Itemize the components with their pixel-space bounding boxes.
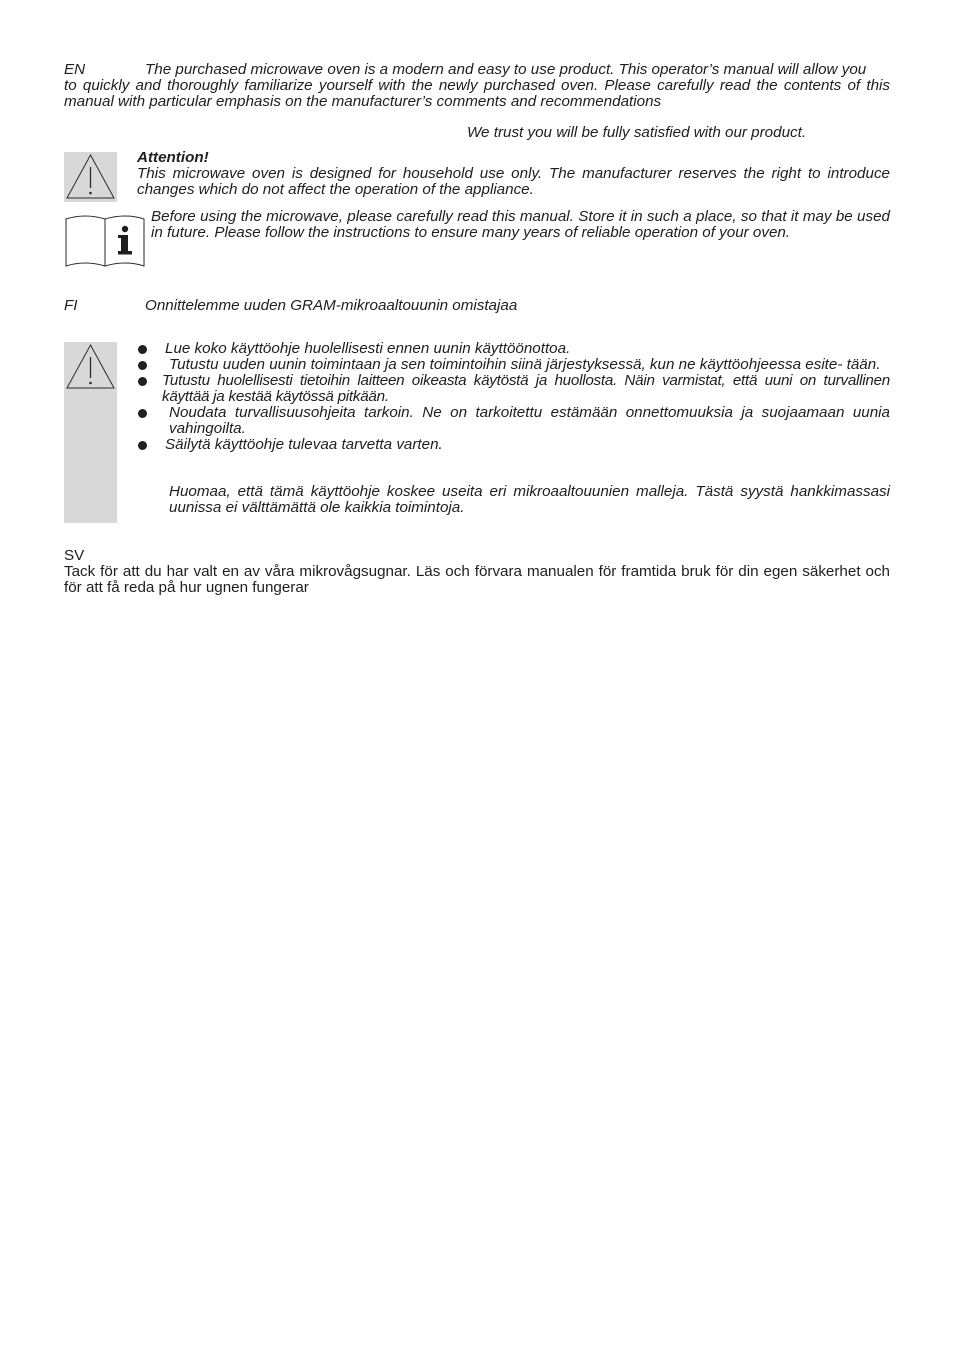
en-attention-text: This microwave oven is designed for household use only. The manufacturer reserves the right to introduce changes which do not affect the operation of the appliance.	[137, 165, 890, 198]
en-intro-first-line: The purchased microwave oven is a modern and easy to use product. This operator’s manual will allow you	[145, 61, 867, 78]
en-info-text: Before using the microwave, please carefully read this manual. Store it in such a place, so that it may be used in future. Please follow the instructions to ensure many years of reliable operation of your oven.	[151, 208, 890, 241]
en-language-code: EN	[64, 61, 86, 78]
en-attention-title: Attention!	[137, 149, 209, 166]
info-book-icon	[64, 211, 146, 269]
fi-note: Huomaa, että tämä käyttöohje koskee useita eri mikroaaltouunien malleja. Tästä syystä hankkimassasi uunissa ei välttämättä ole kaikkia toimintoja.	[169, 483, 890, 516]
bullet-dot-icon	[138, 345, 147, 354]
list-item: Noudata turvallisuusohjeita tarkoin. Ne on tarkoitettu estämään onnettomuuksia ja suojaamaan uunia vahingoilta.	[137, 405, 890, 437]
list-item: Lue koko käyttöohje huolellisesti ennen uunin käyttöönottoa.	[137, 341, 890, 357]
fi-heading: Onnittelemme uuden GRAM-mikroaaltouunin omistajaa	[145, 297, 518, 314]
list-item: Säilytä käyttöohje tulevaa tarvetta varten.	[137, 437, 890, 453]
sv-language-code: SV	[64, 547, 85, 564]
bullet-dot-icon	[138, 377, 147, 386]
bullet-dot-icon	[138, 361, 147, 370]
sv-text: Tack för att du har valt en av våra mikrovågsugnar. Läs och förvara manualen för framtida bruk för din egen säkerhet och för att få reda på hur ugnen fungerar	[64, 563, 890, 596]
warning-triangle-icon	[64, 342, 117, 392]
en-intro-text: to quickly and thoroughly familiarize yourself with the newly purchased oven. Please carefully read the contents of this manual with particular emphasis on the manufacturer’s comments and recommendations	[64, 77, 890, 110]
bullet-dot-icon	[138, 441, 147, 450]
list-item: Tutustu uuden uunin toimintaan ja sen toimintoihin siinä järjestyksessä, kun ne käyttöohjeessa esite- tään.	[137, 357, 890, 373]
bullet-dot-icon	[138, 409, 147, 418]
en-trust-line: We trust you will be fully satisfied with our product.	[467, 124, 807, 141]
warning-triangle-icon	[64, 152, 117, 202]
list-item: Tutustu huolellisesti tietoihin laitteen oikeasta käytöstä ja huollosta. Näin varmistat, että uuni on turvallinen käyttää ja kestää käytössä pitkään.	[137, 373, 890, 405]
fi-language-code: FI	[64, 297, 78, 314]
fi-bullet-list	[137, 341, 890, 453]
